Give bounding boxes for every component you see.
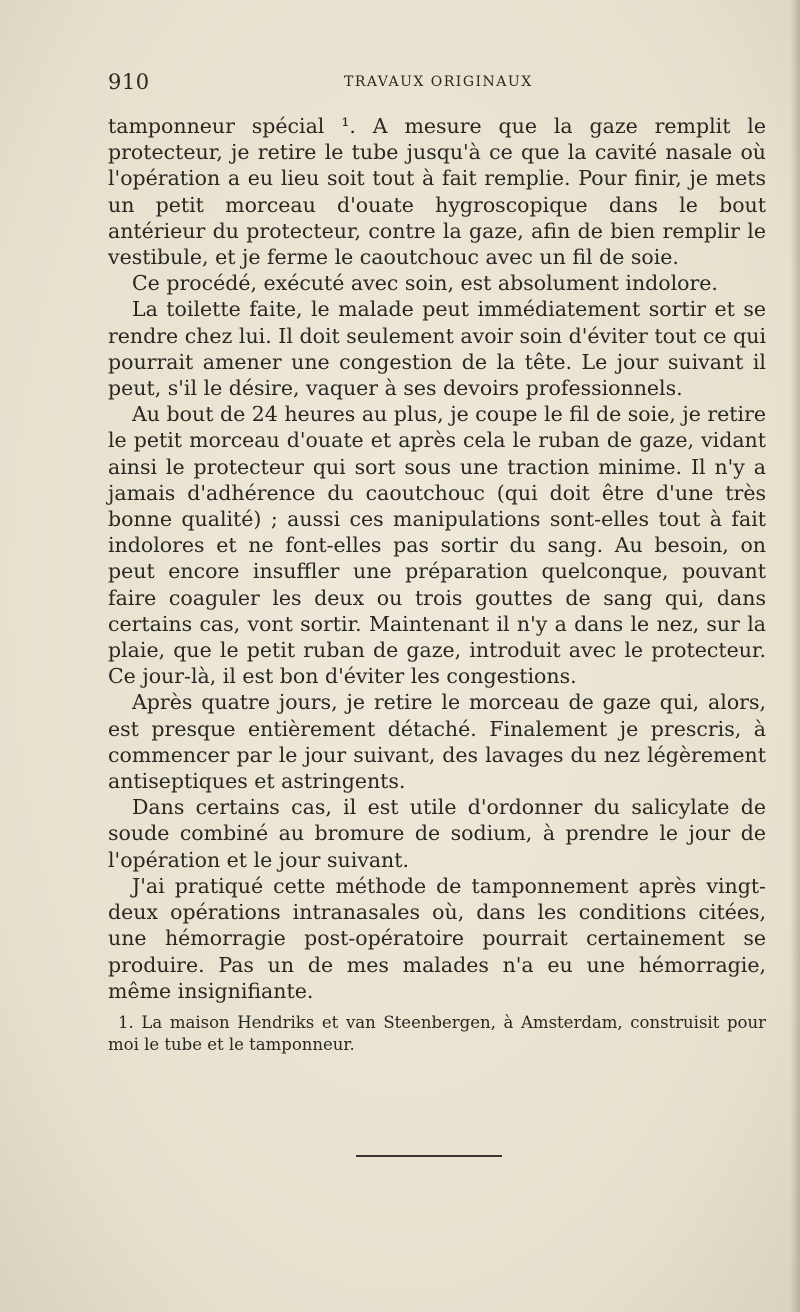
end-rule (356, 1155, 502, 1157)
paragraph: Dans certains cas, il est utile d'ordonner du salicylate de soude combiné au bromure de sodium, à prendre le jour de l'opération et le jour suivant. (108, 795, 766, 872)
paragraph: J'ai pratiqué cette méthode de tamponnement après vingt-deux opérations intranasales où, dans les conditions citées, une hémorragie post-opératoire pourrait certainement se produire. Pas un de mes malades n'a eu une hémorragie, même insignifiante. (108, 873, 766, 1003)
paragraph: tamponneur spécial ¹. A mesure que la gaze remplit le protecteur, je retire le tube jusqu'à ce que la cavité nasale où l'opération a eu lieu soit tout à fait remplie. Pour finir, je mets un petit morceau d'ouate hygroscopique dans le bout antérieur du protecteur, contre la gaze, afin de bien remplir le vestibule, et je ferme le caoutchouc avec un fil de soie. (108, 114, 766, 270)
paragraph: Après quatre jours, je retire le morceau de gaze qui, alors, est presque entièrement détaché. Finalement je prescris, à commencer par le jour suivant, des lavages du nez légèrement antiseptiques et astringents. (108, 690, 766, 794)
page-edge-shadow (790, 0, 800, 1312)
footnotes (108, 1012, 766, 1056)
footnote: 1. La maison Hendriks et van Steenbergen, à Amsterdam, construisit pour moi le tube et le tamponneur. (108, 1013, 766, 1054)
paragraph: Au bout de 24 heures au plus, je coupe le fil de soie, je retire le petit morceau d'ouate et après cela le ruban de gaze, vidant ainsi le protecteur qui sort sous une traction minime. Il n'y a jamais d'adhérence du caoutchouc (qui doit être d'une très bonne qualité) ; aussi ces manipulations sont-elles tout à fait indolores et ne font-elles pas sortir du sang. Au besoin, on peut encore insuffler une préparation quelconque, pouvant faire coaguler les deux ou trois gouttes de sang qui, dans certains cas, vont sortir. Maintenant il n'y a dans le nez, sur la plaie, que le petit ruban de gaze, introduit avec le protecteur. Ce jour-là, il est bon d'éviter les congestions. (108, 402, 766, 689)
running-head (108, 70, 768, 94)
paragraph: Ce procédé, exécuté avec soin, est absolument indolore. (132, 271, 718, 296)
body-text (108, 113, 766, 1004)
running-title: TRAVAUX ORIGINAUX (344, 74, 533, 90)
paragraph: La toilette faite, le malade peut immédiatement sortir et se rendre chez lui. Il doit seulement avoir soin d'éviter tout ce qui pourrait amener une congestion de la tête. Le jour suivant il peut, s'il le désire, vaquer à ses devoirs professionnels. (108, 297, 766, 401)
page-number: 910 (108, 70, 150, 94)
